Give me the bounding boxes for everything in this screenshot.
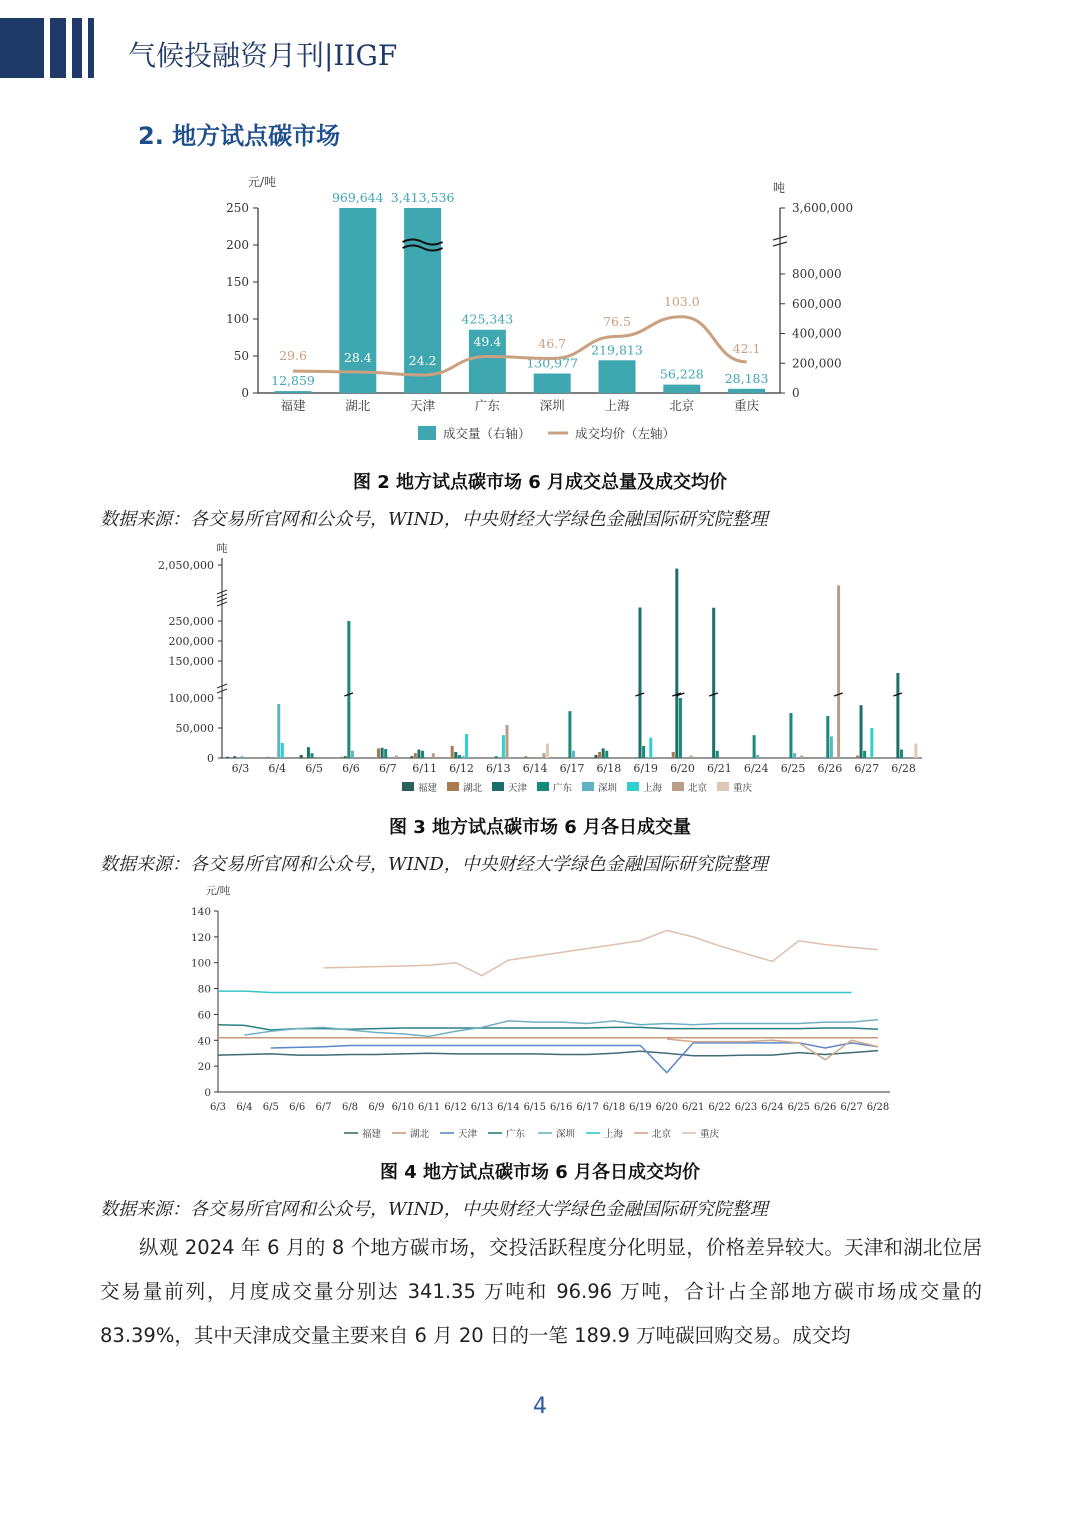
volume-label: 28,183 bbox=[724, 370, 769, 386]
x-tick-label: 6/5 bbox=[305, 762, 323, 775]
volume-bar bbox=[663, 385, 700, 393]
y-tick-label: 2,050,000 bbox=[158, 559, 214, 572]
right-tick-label: 3,600,000 bbox=[792, 201, 854, 215]
price-label: 103.0 bbox=[663, 294, 700, 309]
right-tick-label: 200,000 bbox=[792, 356, 842, 371]
x-tick-label: 6/28 bbox=[866, 1102, 890, 1113]
price-label: 28.4 bbox=[343, 350, 372, 365]
volume-bar bbox=[347, 621, 350, 758]
volume-bar bbox=[461, 756, 464, 758]
x-tick-label: 6/5 bbox=[262, 1102, 279, 1113]
volume-bar bbox=[524, 756, 527, 758]
right-tick-label: 0 bbox=[792, 386, 800, 400]
series-line bbox=[218, 1051, 878, 1056]
legend-swatch bbox=[402, 782, 414, 791]
x-tick-label: 6/3 bbox=[209, 1102, 227, 1113]
legend-label: 天津 bbox=[458, 1129, 478, 1140]
volume-bar bbox=[860, 705, 863, 758]
volume-bar bbox=[649, 738, 652, 758]
legend-label: 北京 bbox=[688, 783, 708, 794]
x-tick-label: 6/6 bbox=[342, 762, 360, 775]
volume-bar bbox=[344, 756, 347, 758]
legend-label: 上海 bbox=[604, 1129, 624, 1140]
series-line bbox=[667, 1039, 878, 1060]
legend-label: 深圳 bbox=[556, 1129, 576, 1140]
right-axis-unit: 吨 bbox=[772, 181, 786, 195]
volume-bar bbox=[384, 749, 387, 758]
y-tick-label: 50,000 bbox=[175, 722, 214, 735]
figure3-source: 数据来源：各交易所官网和公众号，WIND，中央财经大学绿色金融国际研究院整理 bbox=[100, 854, 768, 875]
price-label: 42.1 bbox=[732, 341, 761, 356]
volume-label: 130,977 bbox=[526, 355, 579, 371]
x-tick-label: 6/14 bbox=[522, 762, 548, 775]
section-title: 2. 地方试点碳市场 bbox=[138, 122, 341, 150]
y-axis-unit: 元/吨 bbox=[205, 885, 231, 897]
volume-bar bbox=[800, 756, 803, 758]
volume-bar bbox=[728, 389, 765, 393]
volume-label: 425,343 bbox=[461, 311, 514, 327]
x-tick-label: 6/28 bbox=[891, 762, 916, 775]
legend-label: 福建 bbox=[362, 1129, 382, 1140]
x-tick-label: 6/24 bbox=[743, 762, 769, 775]
left-tick-label: 250 bbox=[226, 201, 249, 215]
y-tick-label: 100 bbox=[190, 957, 211, 970]
volume-bar bbox=[417, 750, 420, 758]
x-tick-label: 6/7 bbox=[315, 1102, 332, 1113]
volume-bar bbox=[381, 748, 384, 758]
x-tick-label: 上海 bbox=[604, 398, 630, 413]
legend-label: 福建 bbox=[418, 783, 438, 794]
legend-label: 广东 bbox=[506, 1129, 526, 1140]
x-tick-label: 6/9 bbox=[368, 1102, 385, 1113]
x-tick-label: 6/13 bbox=[485, 762, 511, 775]
volume-bar bbox=[914, 744, 917, 758]
price-label: 46.7 bbox=[538, 336, 567, 351]
y-tick-label: 250,000 bbox=[168, 615, 214, 628]
legend-price-label: 成交均价（左轴） bbox=[575, 426, 676, 441]
legend-label: 湖北 bbox=[410, 1129, 430, 1140]
volume-label: 12,859 bbox=[271, 373, 315, 389]
x-tick-label: 6/22 bbox=[708, 1102, 731, 1113]
volume-bar bbox=[753, 735, 756, 758]
x-tick-label: 6/10 bbox=[391, 1102, 415, 1113]
volume-bar bbox=[863, 751, 866, 758]
volume-bar bbox=[502, 735, 505, 758]
volume-bar bbox=[679, 698, 682, 758]
price-label: 24.2 bbox=[408, 353, 437, 368]
x-tick-label: 天津 bbox=[410, 398, 436, 413]
volume-bar bbox=[789, 713, 792, 758]
volume-bar bbox=[572, 751, 575, 758]
volume-bar bbox=[454, 752, 457, 758]
volume-bar bbox=[534, 374, 571, 393]
x-tick-label: 6/26 bbox=[813, 1102, 837, 1113]
x-tick-label: 6/11 bbox=[417, 1102, 441, 1113]
x-tick-label: 湖北 bbox=[345, 398, 371, 413]
figure2-caption: 图 2 地方试点碳市场 6 月成交总量及成交均价 bbox=[352, 472, 728, 493]
x-tick-label: 6/4 bbox=[268, 762, 287, 775]
volume-bar bbox=[856, 756, 859, 758]
page-number: 4 bbox=[533, 1394, 547, 1419]
y-tick-label: 60 bbox=[197, 1009, 211, 1022]
volume-bar bbox=[870, 728, 873, 758]
price-label: 49.4 bbox=[473, 334, 502, 349]
legend-swatch bbox=[672, 782, 684, 791]
x-tick-label: 6/14 bbox=[497, 1102, 520, 1113]
volume-bar bbox=[266, 757, 269, 758]
series-line bbox=[271, 1043, 878, 1073]
x-tick-label: 6/21 bbox=[681, 1102, 705, 1113]
volume-bar bbox=[642, 746, 645, 758]
volume-bar bbox=[226, 757, 229, 758]
figure2-chart bbox=[0, 170, 1080, 455]
volume-bar bbox=[275, 391, 312, 393]
volume-bar bbox=[605, 751, 608, 758]
volume-bar bbox=[340, 757, 343, 758]
volume-bar bbox=[233, 756, 236, 758]
volume-bar bbox=[451, 746, 454, 758]
figure4-source: 数据来源：各交易所官网和公众号，WIND，中央财经大学绿色金融国际研究院整理 bbox=[100, 1199, 768, 1220]
x-tick-label: 6/13 bbox=[470, 1102, 494, 1113]
volume-bar bbox=[506, 725, 509, 758]
x-tick-label: 6/23 bbox=[734, 1102, 758, 1113]
legend-label: 上海 bbox=[643, 783, 663, 794]
legend-label: 重庆 bbox=[700, 1129, 720, 1140]
x-tick-label: 深圳 bbox=[539, 398, 565, 413]
volume-bar bbox=[837, 585, 840, 758]
volume-bar bbox=[410, 756, 413, 758]
y-tick-label: 0 bbox=[207, 752, 214, 765]
volume-bar bbox=[339, 208, 376, 393]
left-tick-label: 100 bbox=[226, 312, 249, 326]
volume-bar bbox=[756, 755, 759, 758]
x-tick-label: 6/8 bbox=[341, 1102, 359, 1113]
volume-bar bbox=[432, 753, 435, 758]
y-tick-label: 100,000 bbox=[168, 692, 214, 705]
x-tick-label: 6/21 bbox=[707, 762, 732, 775]
y-tick-label: 150,000 bbox=[168, 655, 214, 668]
volume-bar bbox=[240, 756, 243, 758]
figure4-chart bbox=[0, 880, 1080, 1145]
legend-label: 深圳 bbox=[598, 783, 618, 794]
x-tick-label: 6/19 bbox=[633, 762, 659, 775]
volume-bar bbox=[421, 751, 424, 758]
x-tick-label: 广东 bbox=[474, 398, 500, 413]
y-tick-label: 120 bbox=[190, 931, 211, 944]
volume-bar bbox=[568, 711, 571, 758]
left-tick-label: 200 bbox=[226, 238, 249, 252]
legend-swatch bbox=[492, 782, 504, 791]
x-tick-label: 6/3 bbox=[231, 762, 250, 775]
y-tick-label: 200,000 bbox=[168, 635, 214, 648]
x-tick-label: 6/25 bbox=[787, 1102, 811, 1113]
volume-bar bbox=[277, 704, 280, 758]
volume-bar bbox=[672, 752, 675, 758]
legend-swatch bbox=[447, 782, 459, 791]
x-tick-label: 6/17 bbox=[559, 762, 585, 775]
y-tick-label: 0 bbox=[204, 1087, 211, 1099]
right-tick-label: 800,000 bbox=[792, 267, 842, 281]
volume-bar bbox=[602, 748, 605, 758]
legend-volume-label: 成交量（右轴） bbox=[443, 426, 531, 441]
volume-bar bbox=[675, 569, 678, 758]
x-tick-label: 6/6 bbox=[289, 1102, 306, 1113]
left-tick-label: 150 bbox=[226, 275, 249, 289]
x-tick-label: 6/25 bbox=[780, 762, 806, 775]
volume-bar bbox=[414, 753, 417, 758]
volume-bar bbox=[690, 756, 693, 758]
volume-bar bbox=[900, 750, 903, 758]
x-tick-label: 6/12 bbox=[444, 1102, 467, 1113]
legend-swatch bbox=[537, 782, 549, 791]
y-axis-unit: 吨 bbox=[216, 542, 228, 555]
series-line bbox=[218, 991, 852, 992]
y-tick-label: 40 bbox=[197, 1035, 211, 1048]
x-tick-label: 6/26 bbox=[817, 762, 843, 775]
series-line bbox=[324, 930, 878, 975]
volume-bar bbox=[377, 748, 380, 758]
y-tick-label: 80 bbox=[197, 983, 211, 996]
volume-bar bbox=[465, 734, 468, 758]
legend-swatch bbox=[717, 782, 729, 791]
left-axis-unit: 元/吨 bbox=[247, 175, 277, 189]
x-tick-label: 6/17 bbox=[576, 1102, 599, 1113]
volume-bar bbox=[598, 752, 601, 758]
x-tick-label: 6/27 bbox=[854, 762, 880, 775]
volume-bar bbox=[716, 751, 719, 758]
volume-bar bbox=[638, 608, 641, 758]
x-tick-label: 6/24 bbox=[761, 1102, 784, 1113]
left-tick-label: 50 bbox=[233, 349, 249, 363]
x-tick-label: 6/18 bbox=[602, 1102, 626, 1113]
right-tick-label: 400,000 bbox=[792, 326, 842, 341]
x-tick-label: 北京 bbox=[669, 398, 695, 413]
x-tick-label: 6/12 bbox=[449, 762, 474, 775]
figure2-source: 数据来源：各交易所官网和公众号，WIND，中央财经大学绿色金融国际研究院整理 bbox=[100, 509, 768, 530]
volume-bar bbox=[495, 756, 498, 758]
x-tick-label: 6/7 bbox=[378, 762, 397, 775]
x-tick-label: 6/20 bbox=[670, 762, 695, 775]
x-tick-label: 重庆 bbox=[734, 398, 760, 413]
volume-bar bbox=[830, 736, 833, 758]
x-tick-label: 6/11 bbox=[412, 762, 437, 775]
volume-label: 56,228 bbox=[659, 366, 704, 382]
x-tick-label: 6/18 bbox=[596, 762, 622, 775]
header-title: 气候投融资月刊|IIGF bbox=[128, 39, 398, 72]
legend-swatch bbox=[582, 782, 594, 791]
legend-swatch bbox=[627, 782, 639, 791]
x-tick-label: 6/16 bbox=[549, 1102, 573, 1113]
left-tick-label: 0 bbox=[241, 386, 249, 400]
right-tick-label: 600,000 bbox=[792, 296, 842, 311]
x-tick-label: 6/19 bbox=[629, 1102, 652, 1113]
legend-label: 广东 bbox=[553, 783, 573, 794]
legend-label: 天津 bbox=[508, 783, 528, 794]
volume-bar bbox=[307, 747, 310, 758]
legend-volume-swatch bbox=[418, 426, 436, 440]
figure4-caption: 图 4 地方试点碳市场 6 月各日成交均价 bbox=[379, 1162, 701, 1183]
volume-label: 969,644 bbox=[331, 190, 384, 205]
volume-bar bbox=[458, 755, 461, 758]
price-label: 76.5 bbox=[603, 314, 631, 329]
volume-bar bbox=[311, 753, 314, 758]
volume-bar bbox=[542, 753, 545, 758]
legend-label: 重庆 bbox=[733, 783, 753, 794]
y-tick-label: 20 bbox=[197, 1061, 211, 1074]
volume-bar bbox=[395, 756, 398, 758]
volume-bar bbox=[599, 360, 636, 393]
volume-bar bbox=[351, 751, 354, 758]
volume-bar bbox=[712, 608, 715, 758]
volume-bar bbox=[281, 743, 284, 758]
x-tick-label: 6/20 bbox=[655, 1102, 679, 1113]
volume-bar bbox=[300, 755, 303, 758]
x-tick-label: 6/4 bbox=[236, 1102, 253, 1113]
volume-label: 219,813 bbox=[591, 342, 643, 358]
x-tick-label: 福建 bbox=[280, 398, 306, 413]
legend-label: 湖北 bbox=[463, 783, 483, 794]
figure3-chart bbox=[0, 538, 1080, 800]
volume-label: 3,413,536 bbox=[390, 190, 455, 205]
body-paragraph: 纵观 2024 年 6 月的 8 个地方碳市场，交投活跃程度分化明显，价格差异较大。天津和湖北位居交易量前列，月度成交量分别达 341.35 万吨和 96.96 万吨，合计占全部地方碳市场成交量的 83.39%，其中天津成交量主要来自 6 月 20 日的一笔 189.9 万吨碳回购交易。成交均 bbox=[100, 1236, 982, 1347]
legend-label: 北京 bbox=[652, 1129, 672, 1140]
volume-bar bbox=[896, 673, 899, 758]
price-label: 29.6 bbox=[279, 348, 307, 363]
x-tick-label: 6/27 bbox=[840, 1102, 863, 1113]
figure3-caption: 图 3 地方试点碳市场 6 月各日成交量 bbox=[388, 817, 692, 838]
x-tick-label: 6/15 bbox=[523, 1102, 547, 1113]
volume-bar bbox=[793, 753, 796, 758]
volume-bar bbox=[594, 755, 597, 758]
volume-bar bbox=[546, 744, 549, 758]
y-tick-label: 140 bbox=[190, 906, 211, 918]
volume-bar bbox=[826, 716, 829, 758]
